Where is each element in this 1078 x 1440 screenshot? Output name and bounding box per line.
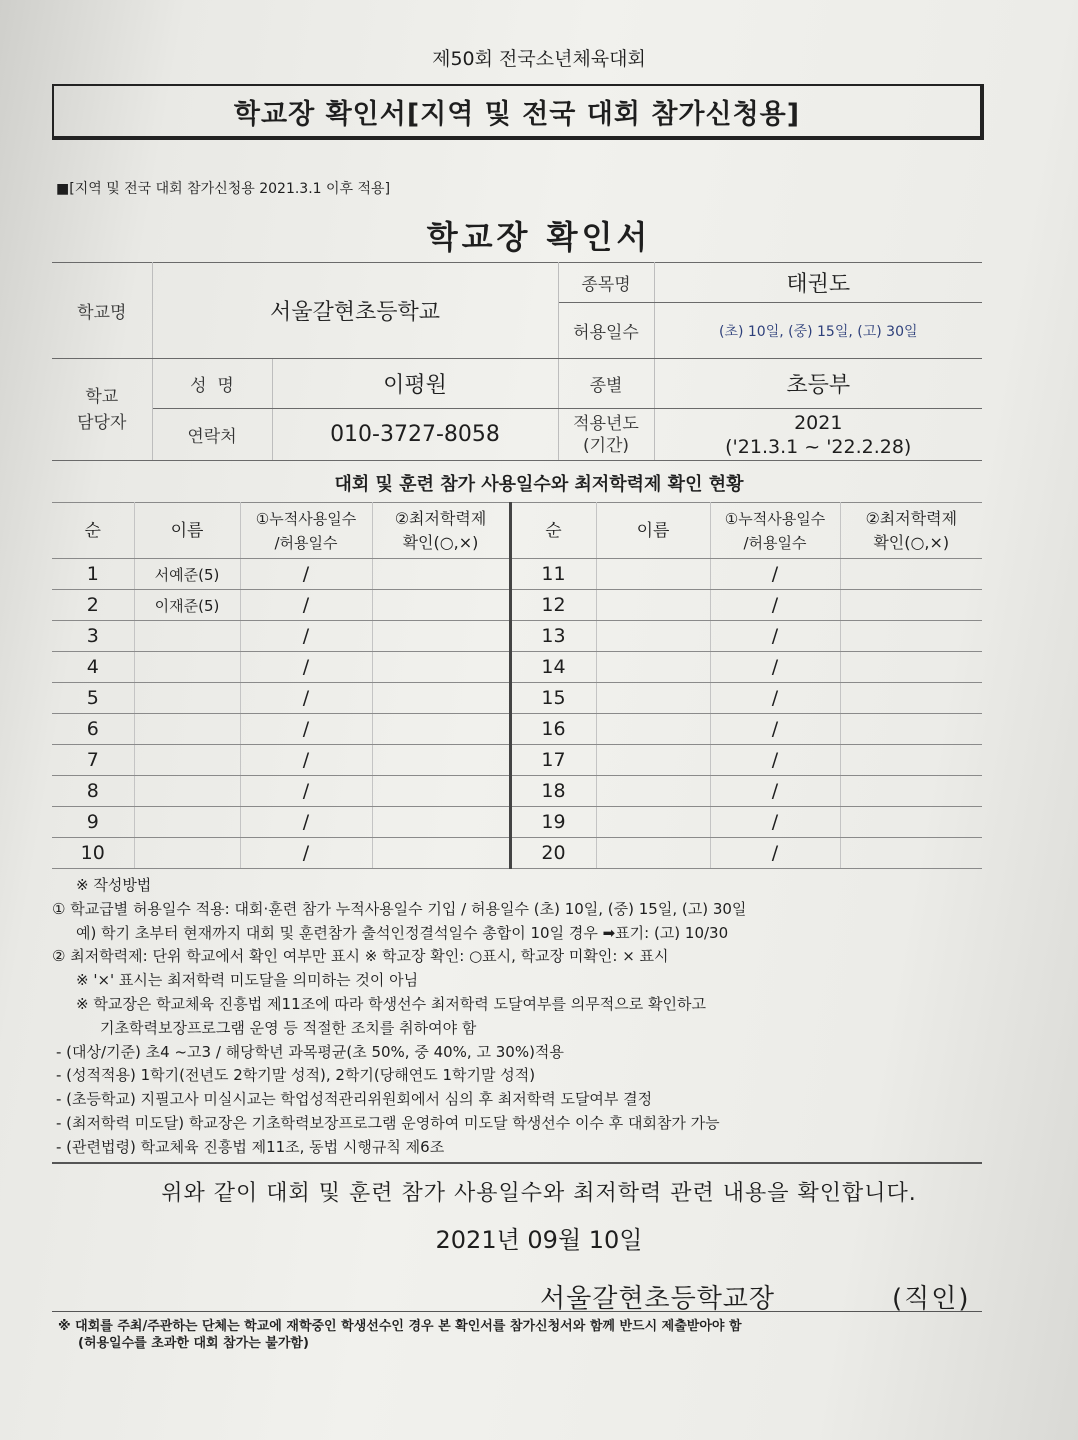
used-days-cell: / [710, 683, 840, 714]
table-row [52, 652, 982, 683]
athlete-name [134, 621, 240, 652]
min-grade-check-cell [372, 745, 510, 776]
used-days-cell: / [710, 807, 840, 838]
divider [52, 1311, 982, 1312]
min-grade-check-cell [372, 807, 510, 838]
min-grade-check-cell [840, 776, 982, 807]
athlete-name [596, 714, 710, 745]
table-row [52, 714, 982, 745]
guide-line: ※ '×' 표시는 최저학력 미도달을 의미하는 것이 아님 [76, 971, 419, 990]
used-days-cell: / [710, 652, 840, 683]
school-name: 서울갈현초등학교 [152, 263, 558, 359]
used-days-cell: / [710, 621, 840, 652]
used-days-cell: / [240, 652, 372, 683]
official-seal-placeholder: (직인) [892, 1284, 971, 1314]
used-days-cell: / [710, 714, 840, 745]
min-grade-check-cell [840, 745, 982, 776]
table-row [52, 776, 982, 807]
row-number: 19 [510, 807, 596, 838]
athlete-name: 이재준(5) [134, 590, 240, 621]
used-days-cell: / [710, 776, 840, 807]
athlete-status-table [52, 502, 982, 869]
athlete-name [596, 559, 710, 590]
row-number: 3 [52, 621, 134, 652]
row-number: 12 [510, 590, 596, 621]
form-title-box [52, 84, 984, 140]
athlete-name [134, 807, 240, 838]
footnote-line: (허용일수를 초과한 대회 참가는 불가함) [78, 1336, 309, 1351]
athlete-name [596, 652, 710, 683]
min-grade-check-cell [840, 683, 982, 714]
row-number: 1 [52, 559, 134, 590]
header-check: ②최저학력제 확인(○,×) [372, 503, 510, 559]
header-days: ①누적사용일수 /허용일수 [240, 503, 372, 559]
row-number: 7 [52, 745, 134, 776]
used-days-cell: / [240, 621, 372, 652]
row-number: 9 [52, 807, 134, 838]
table-row [52, 838, 982, 869]
used-days-cell: / [240, 683, 372, 714]
sport-value: 태권도 [654, 263, 982, 303]
guide-line: - (대상/기준) 초4 ~고3 / 해당학년 과목평균(초 50%, 중 40%, 고 30%)적용 [56, 1042, 564, 1061]
principal-title: 서울갈현초등학교장 [540, 1284, 776, 1314]
guide-line: ※ 작성방법 [76, 876, 152, 894]
contact-value: 010-3727-8058 [272, 409, 558, 461]
used-days-cell: / [710, 745, 840, 776]
min-grade-check-cell [840, 714, 982, 745]
year-value: 2021 ('21.3.1 ~ '22.2.28) [654, 409, 982, 461]
writing-guide [52, 874, 992, 1160]
guide-line: ② 최저학력제: 단위 학교에서 확인 여부만 표시 ※ 학교장 확인: ○표시, 학교장 미확인: × 표시 [52, 947, 669, 966]
header-days: ①누적사용일수 /허용일수 [710, 503, 840, 559]
sport-label: 종목명 [558, 263, 654, 303]
athlete-name [596, 807, 710, 838]
min-grade-check-cell [372, 652, 510, 683]
year-label: 적용년도 (기간) [558, 409, 654, 461]
guide-line: - (관련법령) 학교체육 진흥법 제11조, 동법 시행규칙 제6조 [56, 1137, 445, 1156]
min-grade-check-cell [372, 559, 510, 590]
row-number: 16 [510, 714, 596, 745]
used-days-cell: / [240, 807, 372, 838]
row-number: 20 [510, 838, 596, 869]
table-row [52, 807, 982, 838]
row-number: 6 [52, 714, 134, 745]
guide-line: - (최저학력 미도달) 학교장은 기초학력보장프로그램 운영하여 미도달 학생선수 이수 후 대회참가 가능 [56, 1113, 720, 1132]
table-row [52, 683, 982, 714]
min-grade-check-cell [840, 838, 982, 869]
min-grade-check-cell [372, 621, 510, 652]
status-section-title: 대회 및 훈련 참가 사용일수와 최저학력제 확인 현황 [334, 474, 744, 495]
event-name: 제50회 전국소년체육대회 [432, 48, 646, 70]
min-grade-check-cell [840, 590, 982, 621]
min-grade-check-cell [840, 559, 982, 590]
manager-name: 이평원 [272, 359, 558, 409]
row-number: 13 [510, 621, 596, 652]
used-days-cell: / [240, 714, 372, 745]
header-name: 이름 [596, 503, 710, 559]
row-number: 17 [510, 745, 596, 776]
confirmation-statement: 위와 같이 대회 및 훈련 참가 사용일수와 최저학력 관련 내용을 확인합니다. [161, 1181, 917, 1206]
guide-line: 예) 학기 초부터 현재까지 대회 및 훈련참가 출석인정결석일수 총합이 10일 경우 ➡표기: (고) 10/30 [76, 923, 729, 942]
row-number: 18 [510, 776, 596, 807]
used-days-cell: / [240, 838, 372, 869]
used-days-cell: / [710, 559, 840, 590]
table-row [52, 559, 982, 590]
school-info-table [52, 262, 982, 461]
min-grade-check-cell [840, 807, 982, 838]
manager-label: 학교 담당자 [52, 359, 152, 461]
athlete-name [134, 714, 240, 745]
athlete-name [596, 745, 710, 776]
division-label: 종별 [558, 359, 654, 409]
row-number: 14 [510, 652, 596, 683]
athlete-name [134, 776, 240, 807]
row-number: 5 [52, 683, 134, 714]
manager-name-label: 성 명 [152, 359, 272, 409]
row-number: 4 [52, 652, 134, 683]
used-days-cell: / [710, 838, 840, 869]
guide-line: - (초등학교) 지필고사 미실시교는 학업성적관리위원회에서 심의 후 최저학력 도달여부 결정 [56, 1090, 653, 1109]
table-row [52, 621, 982, 652]
row-number: 10 [52, 838, 134, 869]
header-check: ②최저학력제 확인(○,×) [840, 503, 982, 559]
athlete-name [596, 838, 710, 869]
used-days-cell: / [240, 745, 372, 776]
min-grade-check-cell [372, 683, 510, 714]
form-title: 학교장 확인서[지역 및 전국 대회 참가신청용] [233, 98, 801, 130]
guide-line: ※ 학교장은 학교체육 진흥법 제11조에 따라 학생선수 최저학력 도달여부를 의무적으로 확인하고 [76, 994, 706, 1013]
athlete-name [596, 683, 710, 714]
row-number: 11 [510, 559, 596, 590]
table-row [52, 745, 982, 776]
table-header-row [52, 503, 982, 559]
document-title: 학교장 확인서 [426, 218, 652, 256]
athlete-name [596, 590, 710, 621]
min-grade-check-cell [840, 621, 982, 652]
athlete-name [596, 621, 710, 652]
division-value: 초등부 [654, 359, 982, 409]
athlete-name [134, 745, 240, 776]
athlete-name: 서예준(5) [134, 559, 240, 590]
min-grade-check-cell [372, 776, 510, 807]
guide-line: ① 학교급별 허용일수 적용: 대회·훈련 참가 누적사용일수 기입 / 허용일수 (초) 10일, (중) 15일, (고) 30일 [52, 899, 747, 918]
allowed-days-label: 허용일수 [558, 303, 654, 359]
athlete-name [596, 776, 710, 807]
used-days-cell: / [240, 776, 372, 807]
athlete-name [134, 838, 240, 869]
min-grade-check-cell [372, 590, 510, 621]
issue-date: 2021년 09월 10일 [435, 1226, 643, 1254]
row-number: 15 [510, 683, 596, 714]
athlete-name [134, 652, 240, 683]
row-number: 8 [52, 776, 134, 807]
min-grade-check-cell [840, 652, 982, 683]
min-grade-check-cell [372, 838, 510, 869]
athlete-name [134, 683, 240, 714]
school-label: 학교명 [52, 263, 152, 359]
guide-line: - (성적적용) 1학기(전년도 2학기말 성적), 2학기(당해연도 1학기말 성적) [56, 1066, 536, 1085]
guide-line: 기초학력보장프로그램 운영 등 적절한 조치를 취하여야 함 [100, 1018, 477, 1037]
row-number: 2 [52, 590, 134, 621]
footnote-line: ※ 대회를 주최/주관하는 단체는 학교에 재학중인 학생선수인 경우 본 확인서를 참가신청서와 함께 반드시 제출받아야 함 [58, 1319, 742, 1334]
header-no: 순 [510, 503, 596, 559]
allowed-days-value: (초) 10일, (중) 15일, (고) 30일 [654, 303, 982, 359]
table-row [52, 590, 982, 621]
contact-label: 연락처 [152, 409, 272, 461]
footnote [58, 1318, 742, 1352]
used-days-cell: / [710, 590, 840, 621]
used-days-cell: / [240, 590, 372, 621]
header-name: 이름 [134, 503, 240, 559]
min-grade-check-cell [372, 714, 510, 745]
divider [52, 1162, 982, 1164]
header-no: 순 [52, 503, 134, 559]
apply-note: ■[지역 및 전국 대회 참가신청용 2021.3.1 이후 적용] [56, 181, 391, 197]
used-days-cell: / [240, 559, 372, 590]
